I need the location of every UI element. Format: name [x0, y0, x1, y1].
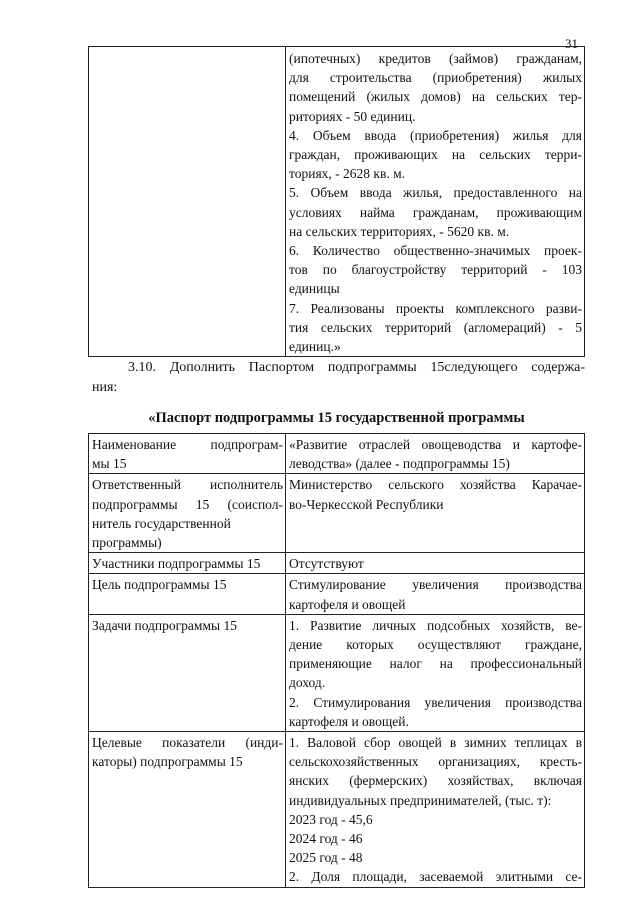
passport-table: [88, 433, 585, 888]
passport-row-participants: [89, 553, 585, 574]
text-line: 2. Доля площади, засеваемой элитными се-: [289, 869, 582, 885]
page-number: 31: [565, 36, 578, 51]
text-line: картофеля и овощей: [289, 596, 406, 612]
text-line: «Развитие отраслей овощеводства и картофе-: [289, 437, 582, 452]
text-line: янских (фермерских) хозяйствах, включая: [289, 773, 582, 789]
text-line: тия сельских территорий (агломераций) - 5: [289, 319, 582, 335]
text-line: тов по благоустройству территорий - 103: [289, 262, 582, 278]
passport-value-cell: [286, 474, 585, 553]
text-line: 5. Объем ввода жилья, предоставленного на: [289, 185, 582, 201]
text-line: каторы) подпрограммы 15: [92, 754, 243, 770]
text-line: Задачи подпрограммы 15: [92, 617, 237, 633]
passport-label-cell: [89, 474, 286, 553]
text-line: дение которых осуществляют граждане,: [289, 637, 582, 653]
text-line: 1. Развитие личных подсобных хозяйств, ве-: [289, 617, 582, 633]
text-line: применяющие налог на профессиональный: [289, 656, 582, 672]
continuation-table: [88, 46, 585, 357]
passport-value-cell: [286, 574, 585, 614]
passport-label-cell: [89, 434, 286, 474]
text-line: (ипотечных) кредитов (займов) гражданам,: [289, 51, 582, 66]
text-line: программы): [92, 535, 162, 551]
text-line: 1. Валовой сбор овощей в зимних теплицах в: [289, 735, 582, 751]
text-line: 6. Количество общественно-значимых проек-: [289, 243, 582, 259]
text-line: Наименование подпрограм-: [92, 437, 283, 452]
text-line: единицы: [289, 281, 340, 297]
text-line: единиц.»: [289, 339, 341, 355]
text-line: Министерство сельского хозяйства Карачае-: [289, 477, 582, 493]
text-line: нитель государственной: [92, 515, 231, 531]
text-line: на сельских территориях, - 5620 кв. м.: [289, 223, 510, 239]
text-line: 2024 год - 46: [289, 831, 363, 847]
passport-row-goal: [89, 574, 585, 614]
passport-label-cell: [89, 732, 286, 888]
text-line: сельскохозяйственных организациях, кресть-: [289, 754, 582, 770]
text-line: помещений (жилых домов) на сельских тер-: [289, 89, 582, 105]
amendment-paragraph-line-2: ния:: [92, 380, 118, 395]
passport-value-cell: [286, 732, 585, 888]
passport-value-cell: [286, 434, 585, 474]
text-line: подпрограммы 15 (соиспол-: [92, 496, 283, 512]
text-line: во-Черкесской Республики: [289, 496, 444, 512]
continuation-table-value-cell: [286, 47, 585, 357]
passport-row-tasks: [89, 614, 585, 731]
passport-label-cell: [89, 553, 286, 574]
text-line: картофеля и овощей.: [289, 713, 409, 729]
passport-heading: «Паспорт подпрограммы 15 государственной программы: [148, 410, 525, 426]
passport-value-cell: [286, 614, 585, 731]
text-line: 7. Реализованы проекты комплексного разви-: [289, 300, 582, 316]
text-line: Ответственный исполнитель: [92, 477, 283, 493]
passport-row-name: [89, 434, 585, 474]
text-line: леводства» (далее - подпрограммы 15): [289, 456, 510, 472]
text-line: мы 15: [92, 456, 127, 472]
text-line: для строительства (приобретения) жилых: [289, 70, 582, 86]
text-line: 2. Стимулирования увеличения производства: [289, 694, 582, 710]
text-line: условиях найма гражданам, проживающим: [289, 204, 582, 220]
text-line: 4. Объем ввода (приобретения) жилья для: [289, 127, 582, 143]
passport-label-cell: [89, 574, 286, 614]
text-line: 2025 год - 48: [289, 850, 363, 866]
text-line: Отсутствуют: [289, 556, 364, 572]
text-line: Участники подпрограммы 15: [92, 556, 261, 572]
text-line: риториях - 50 единиц.: [289, 108, 416, 124]
text-line: доход.: [289, 675, 326, 691]
text-line: Цель подпрограммы 15: [92, 577, 227, 593]
passport-row-executor: [89, 474, 585, 553]
passport-label-cell: [89, 614, 286, 731]
text-line: индивидуальных предпринимателей, (тыс. т):: [289, 792, 552, 808]
text-line: ториях, - 2628 кв. м.: [289, 166, 406, 182]
text-line: 2023 год - 45,6: [289, 811, 373, 827]
amendment-paragraph-line-1: 3.10. Дополнить Паспортом подпрограммы 15следующего содержа-: [128, 360, 585, 375]
passport-row-indicators: [89, 732, 585, 888]
text-line: Стимулирование увеличения производства: [289, 577, 582, 593]
text-line: граждан, проживающих на сельских терри-: [289, 147, 582, 163]
text-line: Целевые показатели (инди-: [92, 735, 283, 751]
continuation-table-label-cell: [89, 47, 286, 357]
passport-value-cell: [286, 553, 585, 574]
